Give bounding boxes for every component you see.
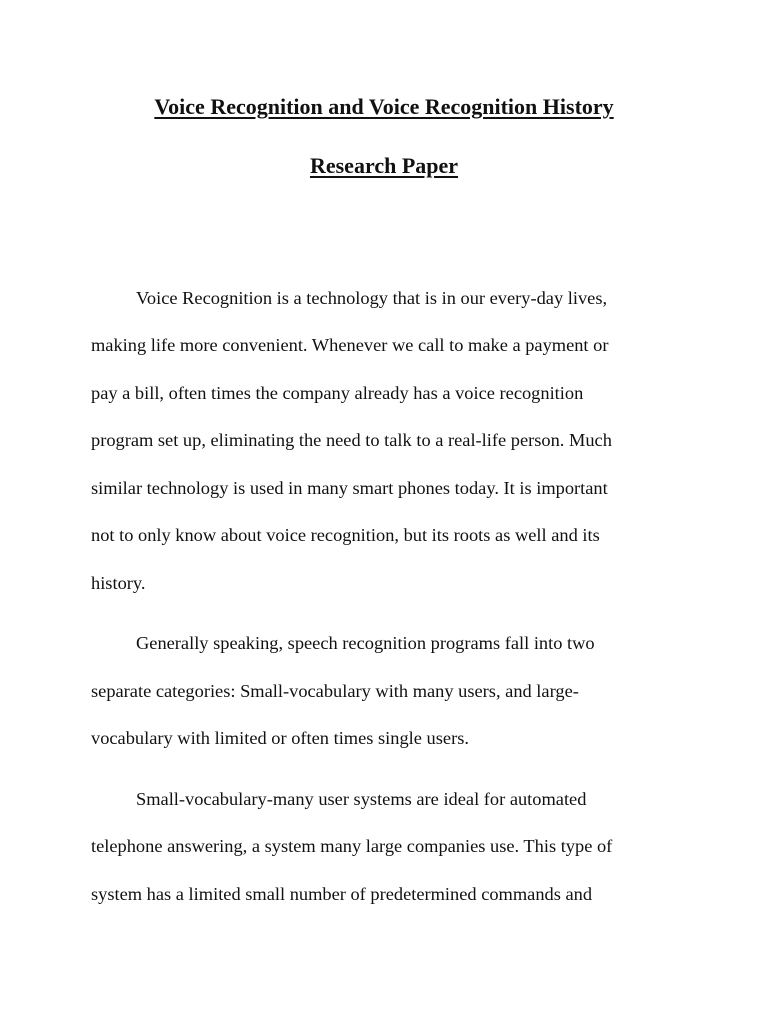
document-subtitle xyxy=(0,153,768,179)
paragraph-line: vocabulary with limited or often times single users. xyxy=(91,728,469,748)
paragraph-line: Generally speaking, speech recognition programs fall into two xyxy=(136,633,595,653)
paragraph-line: Voice Recognition is a technology that is in our every-day lives, xyxy=(136,288,608,308)
document-title xyxy=(0,94,768,120)
paragraph-line: telephone answering, a system many large companies use. This type of xyxy=(91,836,613,856)
paragraph-line: program set up, eliminating the need to talk to a real-life person. Much xyxy=(91,430,612,450)
paragraph-line: history. xyxy=(91,573,146,593)
paragraph-line: Small-vocabulary-many user systems are ideal for automated xyxy=(136,789,587,809)
paragraph-line: not to only know about voice recognition, but its roots as well and its xyxy=(91,525,600,545)
paragraph-line: pay a bill, often times the company already has a voice recognition xyxy=(91,383,584,403)
document-title-text: Voice Recognition and Voice Recognition History xyxy=(154,94,614,119)
document-subtitle-text: Research Paper xyxy=(309,153,459,178)
paragraph-line: making life more convenient. Whenever we call to make a payment or xyxy=(91,335,609,355)
paragraph-line: system has a limited small number of predetermined commands and xyxy=(91,884,593,904)
paragraph-line: separate categories: Small-vocabulary with many users, and large- xyxy=(91,681,579,701)
paragraph-line: similar technology is used in many smart phones today. It is important xyxy=(91,478,608,498)
